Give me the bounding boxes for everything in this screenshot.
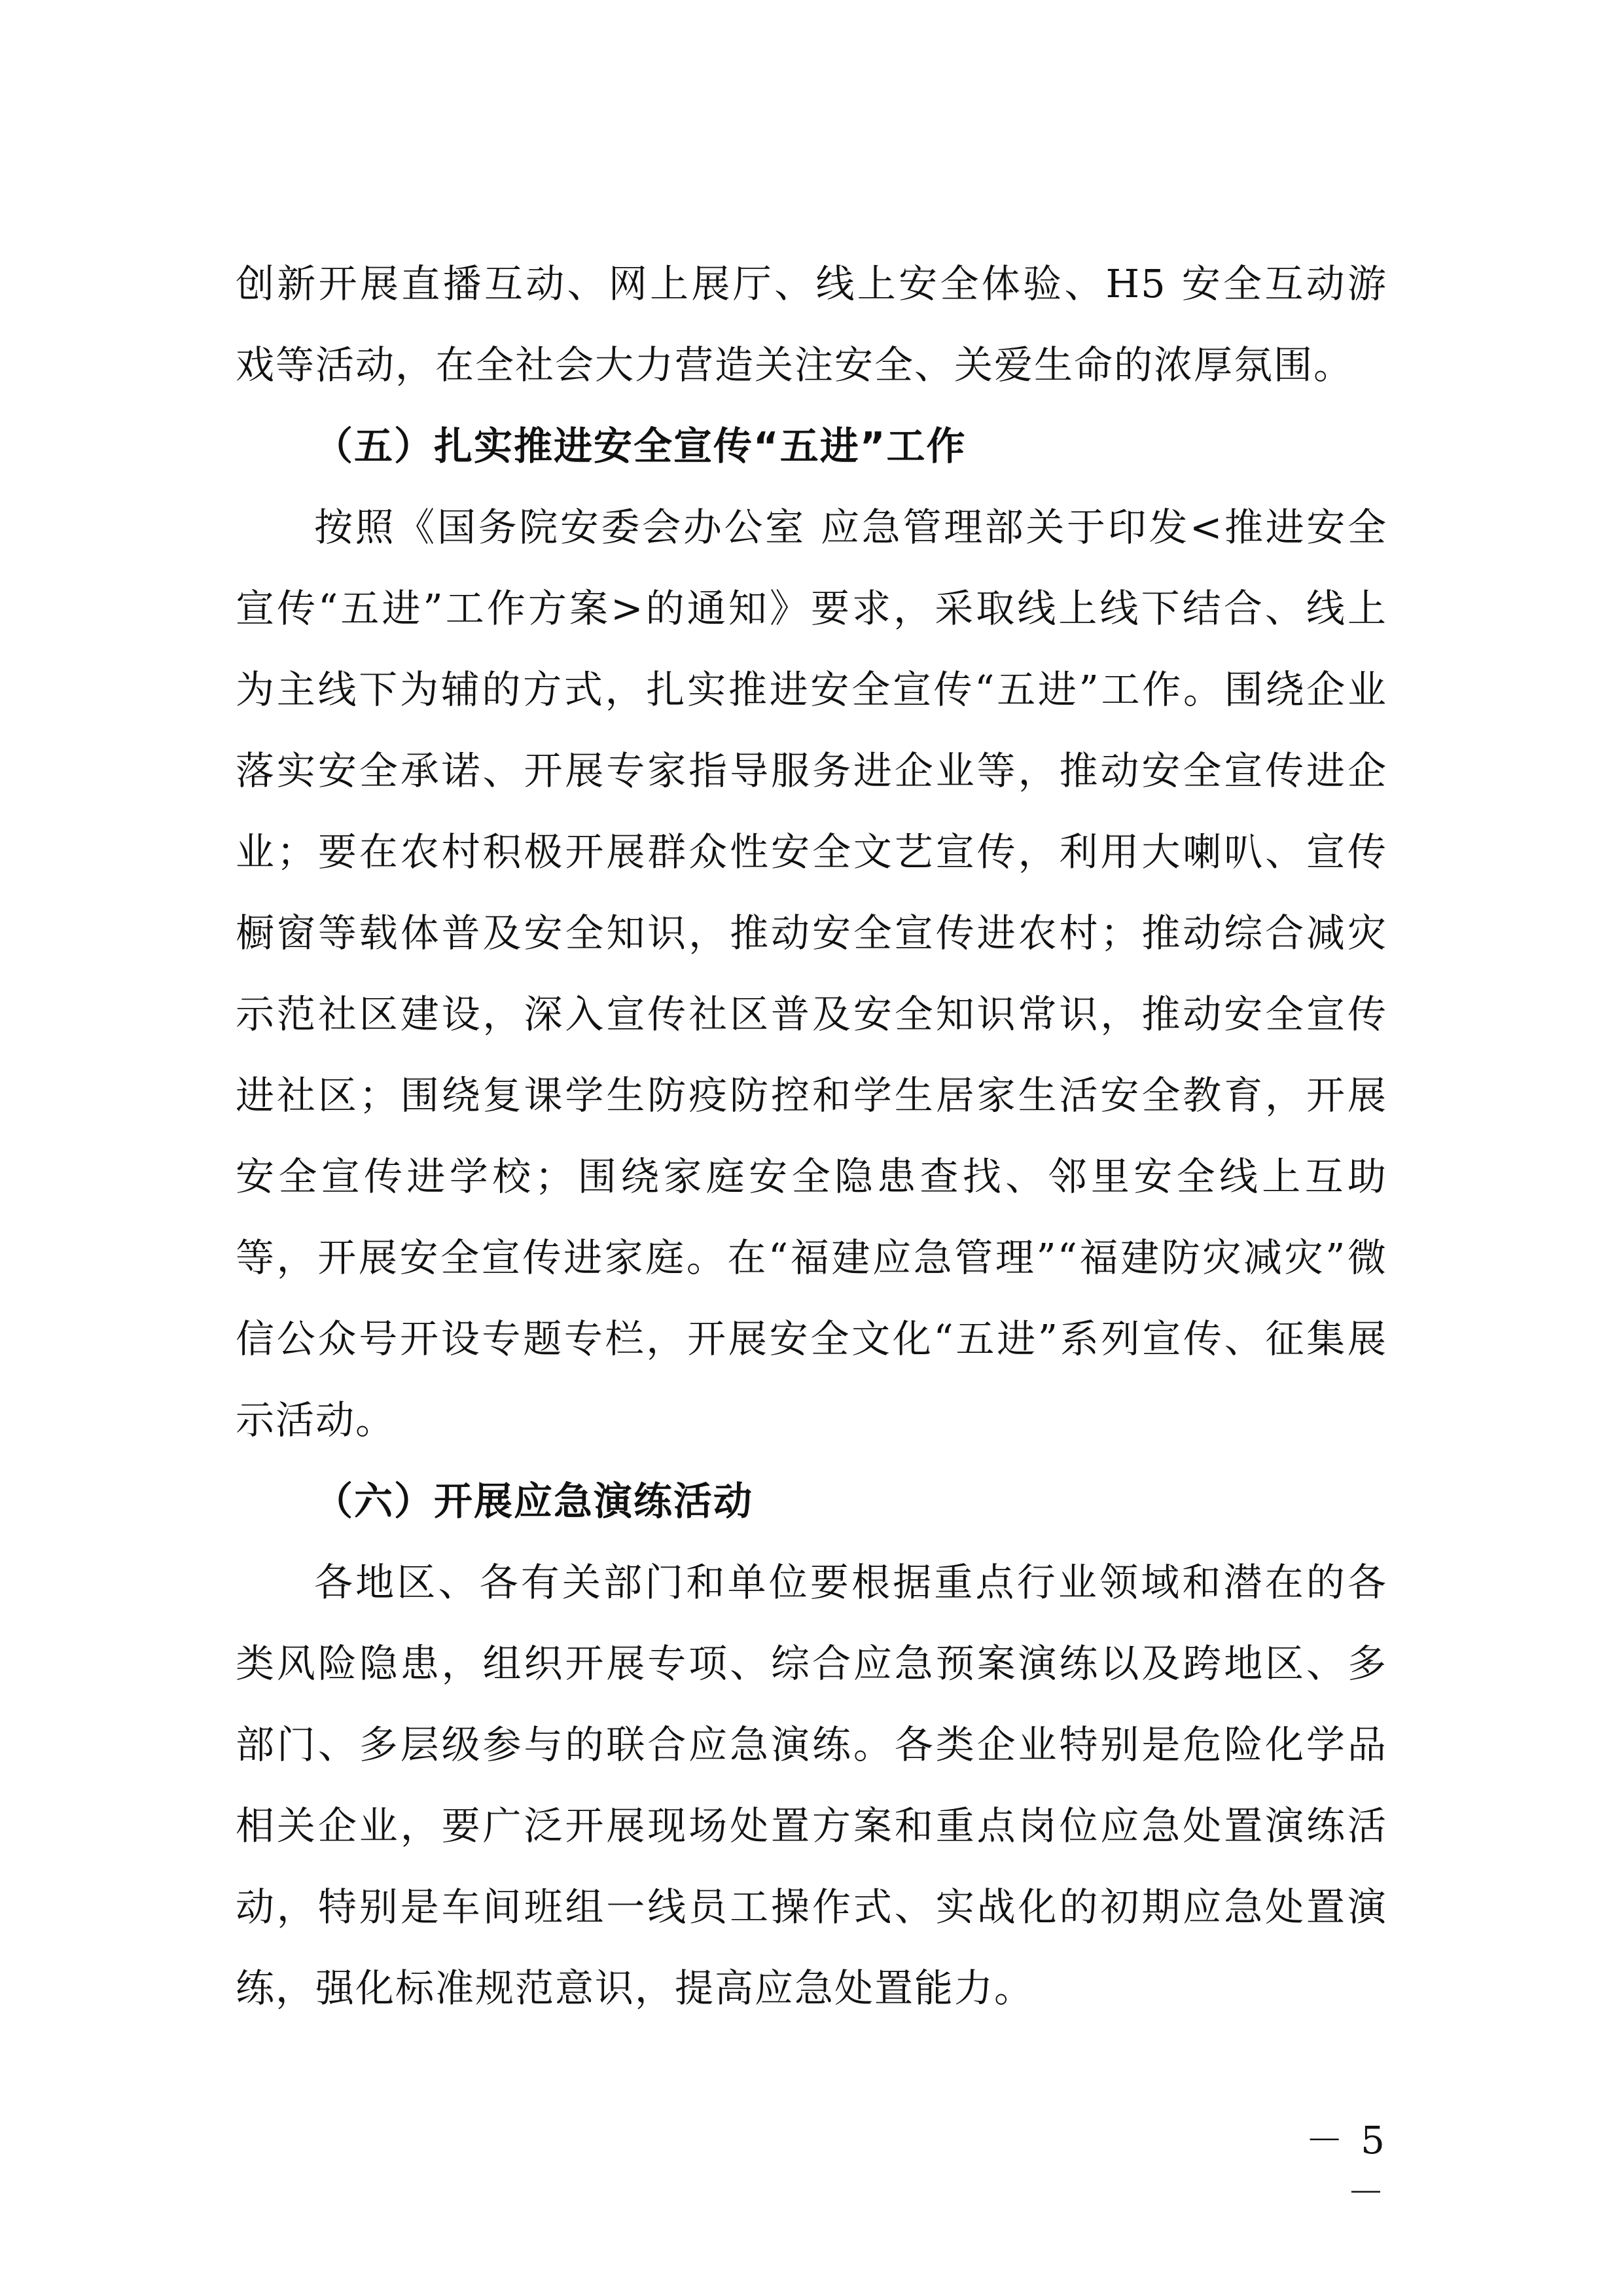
section-heading-six: （六）开展应急演练活动 — [314, 1479, 754, 1524]
document-body — [236, 243, 1387, 2029]
page-number: － 5 － — [1305, 2118, 1387, 2215]
section-heading-five: （五）扎实推进安全宣传“五进”工作 — [314, 423, 967, 469]
paragraph-emergency-drills: 各地区、各有关部门和单位要根据重点行业领域和潜在的各类风险隐患，组织开展专项、综合应急预案演练以及跨地区、多部门、多层级参与的联合应急演练。各类企业特别是危险化学品相关企业，要广泛开展现场处置方案和重点岗位应急处置演练活动，特别是车间班组一线员工操作式、实战化的初期应急处置演练，强化标准规范意识，提高应急处置能力。 — [236, 1560, 1387, 2011]
paragraph-continuation: 创新开展直播互动、网上展厅、线上安全体验、H5 安全互动游戏等活动，在全社会大力营造关注安全、关爱生命的浓厚氛围。 — [236, 261, 1387, 387]
paragraph-five-advances: 按照《国务院安委会办公室 应急管理部关于印发<推进安全宣传“五进”工作方案>的通知》要求，采取线上线下结合、线上为主线下为辅的方式，扎实推进安全宣传“五进”工作。围绕企业落实安全承诺、开展专家指导服务进企业等，推动安全宣传进企业；要在农村积极开展群众性安全文艺宣传，利用大喇叭、宣传橱窗等载体普及安全知识，推动安全宣传进农村；推动综合减灾示范社区建设，深入宣传社区普及安全知识常识，推动安全宣传进社区；围绕复课学生防疫防控和学生居家生活安全教育，开展安全宣传进学校；围绕家庭安全隐患查找、邻里安全线上互助等，开展安全宣传进家庭。在“福建应急管理”“福建防灾减灾”微信公众号开设专题专栏，开展安全文化“五进”系列宣传、征集展示活动。 — [236, 505, 1387, 1443]
